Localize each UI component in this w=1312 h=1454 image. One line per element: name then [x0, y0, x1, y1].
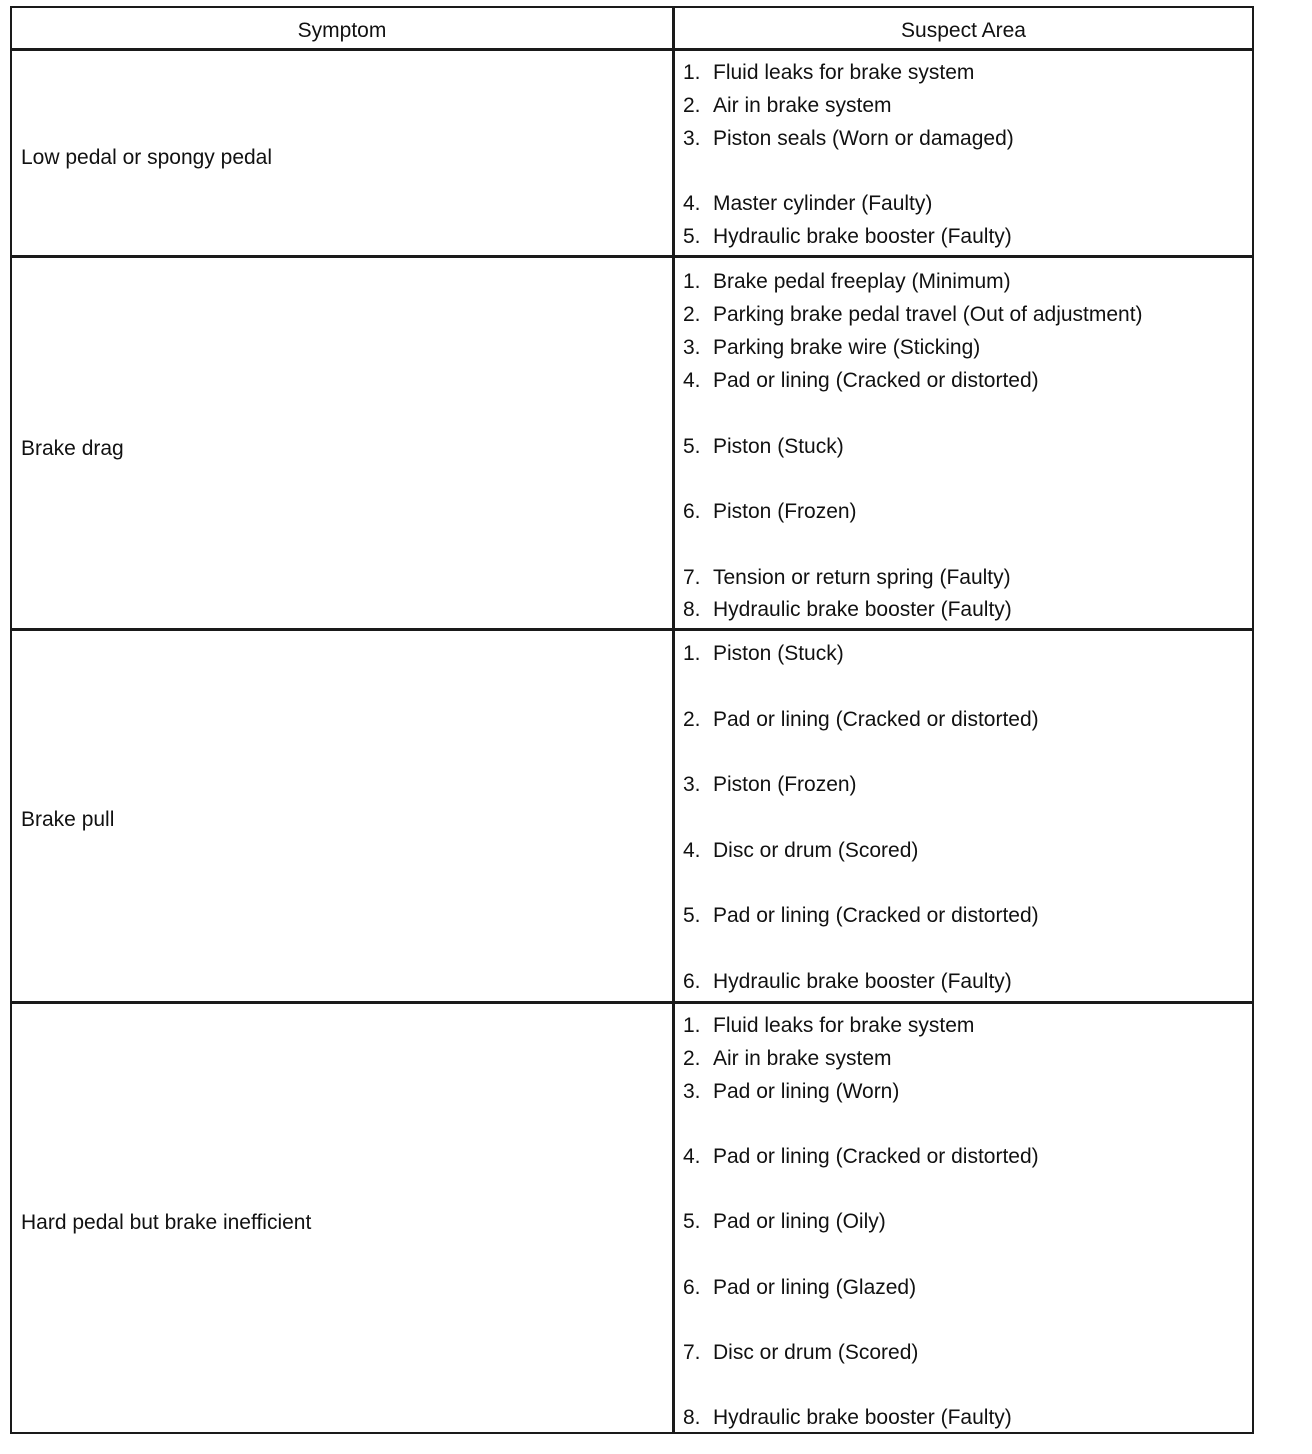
suspect-item: [683, 270, 1011, 294]
item-number: 7.: [683, 1341, 701, 1364]
item-text: Tension or return spring (Faulty): [713, 566, 1011, 589]
suspect-item: [683, 435, 844, 459]
item-number: 6.: [683, 500, 701, 523]
suspect-item: [683, 598, 1012, 622]
item-number: 5.: [683, 1210, 701, 1233]
item-text: Piston (Frozen): [713, 773, 857, 796]
suspect-item: [683, 1406, 1012, 1430]
item-text: Pad or lining (Oily): [713, 1210, 886, 1233]
item-text: Parking brake wire (Sticking): [713, 336, 981, 359]
suspect-item: [683, 192, 932, 216]
item-text: Air in brake system: [713, 1047, 892, 1070]
suspect-item: [683, 369, 1039, 393]
suspect-item: [683, 336, 980, 360]
header-divider: [12, 48, 1252, 51]
item-text: Hydraulic brake booster (Faulty): [713, 1406, 1012, 1429]
item-number: 5.: [683, 435, 701, 458]
item-number: 2.: [683, 1047, 701, 1070]
suspect-item: [683, 839, 918, 863]
suspect-item: [683, 642, 844, 666]
header-symptom: Symptom: [297, 19, 387, 42]
item-text: Air in brake system: [713, 94, 892, 117]
suspect-item: [683, 225, 1012, 249]
suspect-item: [683, 904, 1039, 928]
suspect-item: [683, 127, 1014, 151]
suspect-item: [683, 1341, 918, 1365]
item-text: Brake pedal freeplay (Minimum): [713, 270, 1011, 293]
item-number: 4.: [683, 839, 701, 862]
item-number: 5.: [683, 904, 701, 927]
suspect-item: [683, 1080, 899, 1104]
item-text: Fluid leaks for brake system: [713, 61, 975, 84]
troubleshooting-table: [10, 6, 1254, 1434]
item-number: 1.: [683, 642, 701, 665]
item-text: Piston (Stuck): [713, 642, 844, 665]
item-text: Pad or lining (Cracked or distorted): [713, 369, 1039, 392]
item-number: 6.: [683, 1276, 701, 1299]
suspect-item: [683, 94, 892, 118]
item-text: Piston (Stuck): [713, 435, 844, 458]
suspect-item: [683, 970, 1012, 994]
item-text: Hydraulic brake booster (Faulty): [713, 970, 1012, 993]
item-text: Fluid leaks for brake system: [713, 1014, 975, 1037]
suspect-item: [683, 773, 857, 797]
item-number: 2.: [683, 708, 701, 731]
suspect-item: [683, 1014, 974, 1038]
item-text: Pad or lining (Cracked or distorted): [713, 1145, 1039, 1168]
item-number: 1.: [683, 61, 701, 84]
row-divider: [12, 255, 1252, 258]
suspect-item: [683, 1276, 916, 1300]
item-number: 7.: [683, 566, 701, 589]
item-number: 1.: [683, 1014, 701, 1037]
item-number: 4.: [683, 369, 701, 392]
item-number: 6.: [683, 970, 701, 993]
item-number: 1.: [683, 270, 701, 293]
suspect-item: [683, 61, 974, 85]
suspect-item: [683, 566, 1011, 590]
item-number: 4.: [683, 1145, 701, 1168]
item-number: 2.: [683, 303, 701, 326]
item-text: Parking brake pedal travel (Out of adjustment): [713, 303, 1143, 326]
item-number: 3.: [683, 336, 701, 359]
suspect-item: [683, 303, 1143, 327]
row-divider: [12, 1001, 1252, 1004]
suspect-item: [683, 1145, 1039, 1169]
item-number: 3.: [683, 1080, 701, 1103]
row-divider: [12, 628, 1252, 631]
item-text: Piston seals (Worn or damaged): [713, 127, 1014, 150]
item-number: 3.: [683, 773, 701, 796]
item-number: 8.: [683, 598, 701, 621]
item-text: Master cylinder (Faulty): [713, 192, 933, 215]
item-text: Pad or lining (Cracked or distorted): [713, 904, 1039, 927]
item-text: Hydraulic brake booster (Faulty): [713, 225, 1012, 248]
item-text: Pad or lining (Worn): [713, 1080, 900, 1103]
item-text: Hydraulic brake booster (Faulty): [713, 598, 1012, 621]
item-text: Disc or drum (Scored): [713, 839, 919, 862]
item-number: 4.: [683, 192, 701, 215]
symptom-cell: Brake pull: [21, 808, 115, 831]
symptom-cell: Hard pedal but brake inefficient: [21, 1211, 312, 1234]
suspect-item: [683, 500, 857, 524]
suspect-item: [683, 708, 1039, 732]
item-text: Pad or lining (Glazed): [713, 1276, 917, 1299]
item-number: 2.: [683, 94, 701, 117]
item-text: Disc or drum (Scored): [713, 1341, 919, 1364]
suspect-item: [683, 1210, 886, 1234]
item-text: Pad or lining (Cracked or distorted): [713, 708, 1039, 731]
column-divider: [672, 8, 675, 1432]
item-number: 5.: [683, 225, 701, 248]
suspect-item: [683, 1047, 892, 1071]
item-text: Piston (Frozen): [713, 500, 857, 523]
symptom-cell: Low pedal or spongy pedal: [21, 146, 273, 169]
symptom-cell: Brake drag: [21, 437, 124, 460]
item-number: 8.: [683, 1406, 701, 1429]
header-suspect-area: Suspect Area: [901, 19, 1026, 42]
item-number: 3.: [683, 127, 701, 150]
